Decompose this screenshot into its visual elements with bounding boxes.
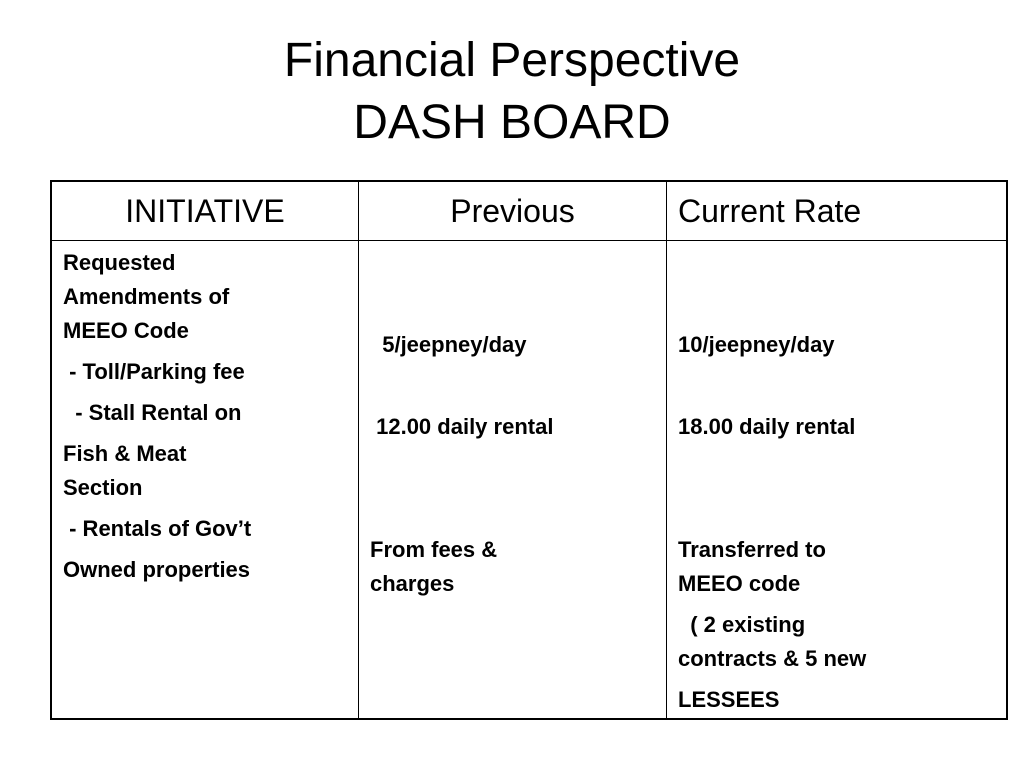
title-line-2: DASH BOARD — [353, 96, 671, 149]
header-initiative: INITIATIVE — [125, 193, 285, 229]
current-rentals-line: ( 2 existing — [678, 612, 806, 637]
title-line-1: Financial Perspective — [283, 34, 741, 87]
initiative-line: MEEO Code — [63, 318, 189, 343]
header-previous: Previous — [450, 193, 575, 229]
previous-toll-value: 5/jeepney/day — [370, 332, 527, 357]
dashboard-table — [50, 180, 1008, 720]
header-row-divider — [52, 240, 1006, 241]
initiative-line: Fish & Meat — [63, 441, 187, 466]
header-current-rate: Current Rate — [678, 193, 862, 229]
initiative-line: Amendments of — [63, 284, 230, 309]
current-stall-value: 18.00 daily rental — [678, 414, 856, 439]
column-divider — [358, 182, 359, 718]
initiative-line: Section — [63, 475, 143, 500]
current-rentals-line: Transferred to — [678, 537, 826, 562]
current-rentals-line: MEEO code — [678, 571, 801, 596]
initiative-line: - Stall Rental on — [63, 400, 242, 425]
current-toll-value: 10/jeepney/day — [678, 332, 835, 357]
previous-rentals-line: charges — [370, 571, 455, 596]
initiative-line: - Toll/Parking fee — [63, 359, 245, 384]
current-rentals-line: LESSEES — [678, 687, 780, 712]
initiative-line: - Rentals of Gov’t — [63, 516, 252, 541]
previous-rentals-line: From fees & — [370, 537, 498, 562]
initiative-line: Owned properties — [63, 557, 251, 582]
slide-title — [0, 30, 1024, 154]
column-divider — [666, 182, 667, 718]
initiative-line: Requested — [63, 250, 176, 275]
previous-stall-value: 12.00 daily rental — [370, 414, 554, 439]
current-rentals-line: contracts & 5 new — [678, 646, 867, 671]
